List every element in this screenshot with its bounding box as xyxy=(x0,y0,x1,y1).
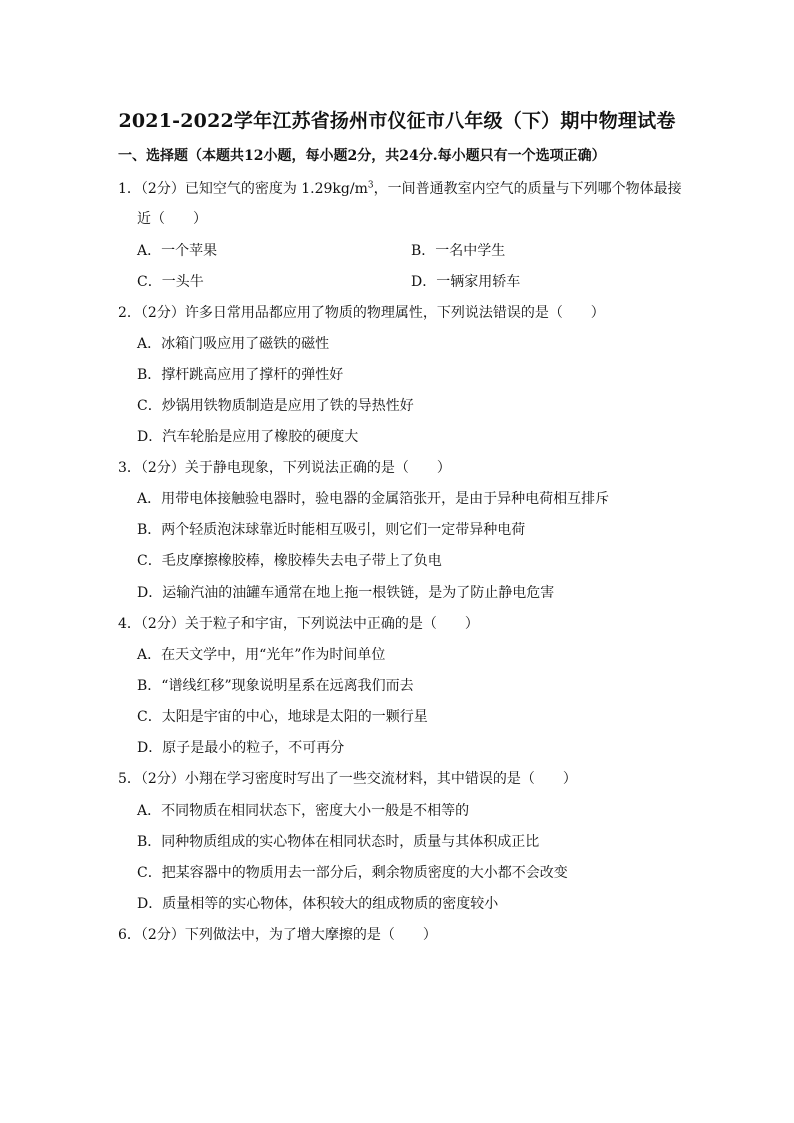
question-1-option-a: A．一个苹果 xyxy=(137,243,218,259)
question-1-option-d: D．一辆家用轿车 xyxy=(411,274,521,290)
question-1-option-b: B．一名中学生 xyxy=(411,243,506,259)
question-2-option-b: B．撑杆跳高应用了撑杆的弹性好 xyxy=(137,367,344,383)
question-3-option-d: D．运输汽油的油罐车通常在地上拖一根铁链，是为了防止静电危害 xyxy=(137,585,555,601)
question-6-stem: 6．（2分）下列做法中，为了增大摩擦的是（ ） xyxy=(118,927,437,943)
question-2-stem: 2．（2分）许多日常用品都应用了物质的物理属性，下列说法错误的是（ ） xyxy=(118,305,605,321)
question-2-option-a: A．冰箱门吸应用了磁铁的磁性 xyxy=(137,336,330,352)
question-4-option-d: D．原子是最小的粒子，不可再分 xyxy=(137,740,345,756)
question-5-stem: 5．（2分）小翔在学习密度时写出了一些交流材料，其中错误的是（ ） xyxy=(118,771,577,787)
question-5-option-b: B．同种物质组成的实心物体在相同状态时，质量与其体积成正比 xyxy=(137,834,540,850)
section-heading: 一、选择题（本题共12小题，每小题2分，共24分.每小题只有一个选项正确） xyxy=(118,148,606,164)
question-3-option-c: C．毛皮摩擦橡胶棒，橡胶棒失去电子带上了负电 xyxy=(137,553,442,569)
question-2-option-c: C．炒锅用铁物质制造是应用了铁的导热性好 xyxy=(137,398,414,414)
question-4-option-b: B．“谱线红移”现象说明星系在远离我们而去 xyxy=(137,678,414,694)
question-4-option-c: C．太阳是宇宙的中心，地球是太阳的一颗行星 xyxy=(137,709,428,725)
question-5-option-d: D．质量相等的实心物体，体积较大的组成物质的密度较小 xyxy=(137,896,499,912)
question-1-stem-continued: 近（ ） xyxy=(137,211,207,227)
question-2-option-d: D．汽车轮胎是应用了橡胶的硬度大 xyxy=(137,429,359,445)
question-1-stem: 1．（2分）已知空气的密度为 $1.29kg/m^3$，一间普通教室内空气的质量与下列哪个物体最接 xyxy=(118,180,682,197)
question-4-option-a: A．在天文学中，用“光年”作为时间单位 xyxy=(137,647,386,663)
page-title: 2021-2022学年江苏省扬州市仪征市八年级（下）期中物理试卷 xyxy=(118,110,676,132)
question-5-option-a: A．不同物质在相同状态下，密度大小一般是不相等的 xyxy=(137,803,470,819)
question-1-option-c: C．一头牛 xyxy=(137,274,204,290)
question-5-option-c: C．把某容器中的物质用去一部分后，剩余物质密度的大小都不会改变 xyxy=(137,865,568,881)
question-3-option-b: B．两个轻质泡沫球靠近时能相互吸引，则它们一定带异种电荷 xyxy=(137,522,526,538)
question-3-stem: 3．（2分）关于静电现象，下列说法正确的是（ ） xyxy=(118,460,451,476)
question-3-option-a: A．用带电体接触验电器时，验电器的金属箔张开，是由于异种电荷相互排斥 xyxy=(137,491,610,507)
question-4-stem: 4．（2分）关于粒子和宇宙，下列说法中正确的是（ ） xyxy=(118,616,479,632)
